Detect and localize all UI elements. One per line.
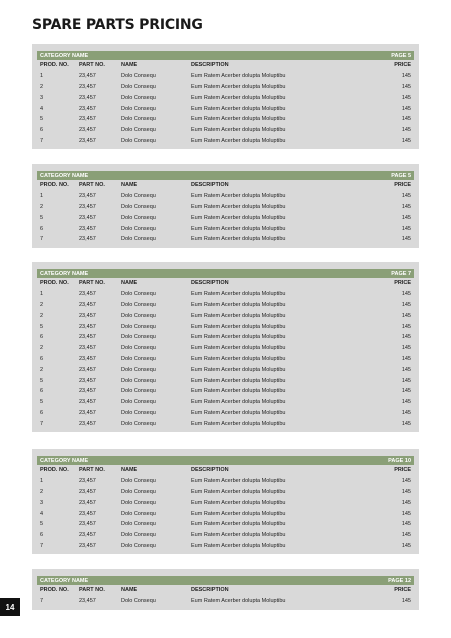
column-header-part-no: PART NO. xyxy=(79,280,105,287)
cell-part-no: 23,457 xyxy=(79,116,96,123)
column-header-price: PRICE xyxy=(394,280,411,287)
cell-part-no: 23,457 xyxy=(79,236,96,243)
cell-part-no: 23,457 xyxy=(79,377,96,384)
cell-name: Dolo Consequ xyxy=(121,203,156,210)
cell-name: Dolo Consequ xyxy=(121,399,156,406)
table-row xyxy=(37,497,414,508)
cell-name: Dolo Consequ xyxy=(121,116,156,123)
cell-description: Eum Ratem Acerber dolupta Moluptibu xyxy=(191,409,286,416)
table-row xyxy=(37,125,414,136)
table-header xyxy=(37,180,414,191)
cell-price: 145 xyxy=(401,598,411,605)
cell-name: Dolo Consequ xyxy=(121,94,156,101)
cell-part-no: 23,457 xyxy=(79,355,96,362)
table-row xyxy=(37,541,414,552)
table-row xyxy=(37,487,414,498)
pricing-section xyxy=(32,569,419,610)
table-header xyxy=(37,60,414,71)
pricing-section xyxy=(32,262,419,432)
category-name: CATEGORY NAME xyxy=(40,577,89,584)
cell-prod-no: 5 xyxy=(40,399,44,406)
cell-price: 145 xyxy=(401,291,411,298)
cell-name: Dolo Consequ xyxy=(121,388,156,395)
cell-prod-no: 1 xyxy=(40,193,44,200)
table-row xyxy=(37,397,414,408)
cell-price: 145 xyxy=(401,355,411,362)
cell-price: 145 xyxy=(401,105,411,112)
table-row xyxy=(37,202,414,213)
cell-price: 145 xyxy=(401,127,411,134)
cell-prod-no: 2 xyxy=(40,301,44,308)
table-row xyxy=(37,234,414,245)
cell-prod-no: 6 xyxy=(40,355,44,362)
category-page: PAGE 5 xyxy=(391,52,411,59)
cell-description: Eum Ratem Acerber dolupta Moluptibu xyxy=(191,377,286,384)
cell-price: 145 xyxy=(401,478,411,485)
cell-prod-no: 7 xyxy=(40,420,44,427)
cell-name: Dolo Consequ xyxy=(121,291,156,298)
cell-name: Dolo Consequ xyxy=(121,532,156,539)
cell-name: Dolo Consequ xyxy=(121,420,156,427)
column-header-price: PRICE xyxy=(394,587,411,594)
cell-name: Dolo Consequ xyxy=(121,137,156,144)
cell-name: Dolo Consequ xyxy=(121,377,156,384)
cell-part-no: 23,457 xyxy=(79,345,96,352)
cell-part-no: 23,457 xyxy=(79,94,96,101)
cell-description: Eum Ratem Acerber dolupta Moluptibu xyxy=(191,193,286,200)
cell-prod-no: 2 xyxy=(40,345,44,352)
cell-part-no: 23,457 xyxy=(79,301,96,308)
cell-prod-no: 6 xyxy=(40,334,44,341)
column-header-description: DESCRIPTION xyxy=(191,467,229,474)
cell-part-no: 23,457 xyxy=(79,334,96,341)
category-name: CATEGORY NAME xyxy=(40,172,89,179)
table-row xyxy=(37,321,414,332)
cell-prod-no: 7 xyxy=(40,137,44,144)
column-header-name: NAME xyxy=(121,280,138,287)
cell-price: 145 xyxy=(401,532,411,539)
cell-part-no: 23,457 xyxy=(79,488,96,495)
cell-description: Eum Ratem Acerber dolupta Moluptibu xyxy=(191,323,286,330)
category-page: PAGE 10 xyxy=(388,457,411,464)
cell-name: Dolo Consequ xyxy=(121,355,156,362)
cell-price: 145 xyxy=(401,366,411,373)
pricing-section xyxy=(32,44,419,149)
cell-prod-no: 6 xyxy=(40,225,44,232)
cell-prod-no: 1 xyxy=(40,291,44,298)
column-header-part-no: PART NO. xyxy=(79,62,105,69)
table-row xyxy=(37,364,414,375)
cell-part-no: 23,457 xyxy=(79,127,96,134)
cell-part-no: 23,457 xyxy=(79,214,96,221)
table-row xyxy=(37,71,414,82)
cell-name: Dolo Consequ xyxy=(121,83,156,90)
cell-part-no: 23,457 xyxy=(79,291,96,298)
cell-name: Dolo Consequ xyxy=(121,478,156,485)
cell-description: Eum Ratem Acerber dolupta Moluptibu xyxy=(191,83,286,90)
cell-prod-no: 7 xyxy=(40,542,44,549)
category-bar xyxy=(37,51,414,60)
table-row xyxy=(37,408,414,419)
cell-name: Dolo Consequ xyxy=(121,499,156,506)
cell-price: 145 xyxy=(401,488,411,495)
table-row xyxy=(37,418,414,429)
cell-description: Eum Ratem Acerber dolupta Moluptibu xyxy=(191,399,286,406)
table-header xyxy=(37,278,414,289)
cell-price: 145 xyxy=(401,542,411,549)
column-header-part-no: PART NO. xyxy=(79,182,105,189)
category-name: CATEGORY NAME xyxy=(40,52,89,59)
cell-description: Eum Ratem Acerber dolupta Moluptibu xyxy=(191,94,286,101)
table-header xyxy=(37,585,414,596)
cell-prod-no: 6 xyxy=(40,127,44,134)
cell-prod-no: 7 xyxy=(40,236,44,243)
table-header xyxy=(37,465,414,476)
cell-part-no: 23,457 xyxy=(79,366,96,373)
cell-price: 145 xyxy=(401,345,411,352)
cell-prod-no: 1 xyxy=(40,73,44,80)
cell-description: Eum Ratem Acerber dolupta Moluptibu xyxy=(191,488,286,495)
cell-prod-no: 4 xyxy=(40,105,44,112)
cell-part-no: 23,457 xyxy=(79,399,96,406)
column-header-prod-no: PROD. NO. xyxy=(40,280,69,287)
cell-part-no: 23,457 xyxy=(79,420,96,427)
cell-part-no: 23,457 xyxy=(79,225,96,232)
cell-price: 145 xyxy=(401,137,411,144)
cell-price: 145 xyxy=(401,203,411,210)
category-bar xyxy=(37,269,414,278)
cell-price: 145 xyxy=(401,323,411,330)
cell-part-no: 23,457 xyxy=(79,542,96,549)
table-row xyxy=(37,212,414,223)
column-header-price: PRICE xyxy=(394,467,411,474)
cell-price: 145 xyxy=(401,94,411,101)
category-bar xyxy=(37,171,414,180)
cell-prod-no: 5 xyxy=(40,214,44,221)
table-row xyxy=(37,300,414,311)
table-row xyxy=(37,191,414,202)
cell-part-no: 23,457 xyxy=(79,73,96,80)
table-row xyxy=(37,530,414,541)
cell-prod-no: 2 xyxy=(40,488,44,495)
column-header-name: NAME xyxy=(121,182,138,189)
pricing-section xyxy=(32,164,419,248)
category-page: PAGE 7 xyxy=(391,270,411,277)
cell-name: Dolo Consequ xyxy=(121,312,156,319)
cell-description: Eum Ratem Acerber dolupta Moluptibu xyxy=(191,366,286,373)
cell-part-no: 23,457 xyxy=(79,105,96,112)
table-row xyxy=(37,332,414,343)
table-row xyxy=(37,519,414,530)
cell-description: Eum Ratem Acerber dolupta Moluptibu xyxy=(191,355,286,362)
cell-prod-no: 5 xyxy=(40,323,44,330)
table-row xyxy=(37,114,414,125)
column-header-price: PRICE xyxy=(394,62,411,69)
cell-description: Eum Ratem Acerber dolupta Moluptibu xyxy=(191,542,286,549)
cell-price: 145 xyxy=(401,420,411,427)
cell-name: Dolo Consequ xyxy=(121,105,156,112)
cell-description: Eum Ratem Acerber dolupta Moluptibu xyxy=(191,236,286,243)
cell-description: Eum Ratem Acerber dolupta Moluptibu xyxy=(191,510,286,517)
cell-prod-no: 3 xyxy=(40,499,44,506)
cell-part-no: 23,457 xyxy=(79,598,96,605)
cell-name: Dolo Consequ xyxy=(121,488,156,495)
cell-prod-no: 2 xyxy=(40,312,44,319)
page-number: 14 xyxy=(0,598,20,616)
cell-part-no: 23,457 xyxy=(79,388,96,395)
cell-part-no: 23,457 xyxy=(79,193,96,200)
cell-prod-no: 2 xyxy=(40,366,44,373)
column-header-name: NAME xyxy=(121,62,138,69)
cell-price: 145 xyxy=(401,312,411,319)
cell-name: Dolo Consequ xyxy=(121,236,156,243)
cell-name: Dolo Consequ xyxy=(121,598,156,605)
cell-price: 145 xyxy=(401,409,411,416)
pricing-section xyxy=(32,449,419,554)
cell-description: Eum Ratem Acerber dolupta Moluptibu xyxy=(191,532,286,539)
cell-part-no: 23,457 xyxy=(79,323,96,330)
cell-description: Eum Ratem Acerber dolupta Moluptibu xyxy=(191,499,286,506)
table-row xyxy=(37,289,414,300)
cell-price: 145 xyxy=(401,388,411,395)
cell-description: Eum Ratem Acerber dolupta Moluptibu xyxy=(191,388,286,395)
cell-description: Eum Ratem Acerber dolupta Moluptibu xyxy=(191,203,286,210)
table-row xyxy=(37,354,414,365)
category-name: CATEGORY NAME xyxy=(40,457,89,464)
cell-prod-no: 6 xyxy=(40,388,44,395)
cell-part-no: 23,457 xyxy=(79,510,96,517)
table-row xyxy=(37,310,414,321)
table-row xyxy=(37,136,414,147)
column-header-name: NAME xyxy=(121,467,138,474)
cell-description: Eum Ratem Acerber dolupta Moluptibu xyxy=(191,334,286,341)
cell-prod-no: 6 xyxy=(40,409,44,416)
cell-description: Eum Ratem Acerber dolupta Moluptibu xyxy=(191,225,286,232)
table-row xyxy=(37,596,414,607)
category-bar xyxy=(37,576,414,585)
cell-part-no: 23,457 xyxy=(79,521,96,528)
table-row xyxy=(37,386,414,397)
cell-part-no: 23,457 xyxy=(79,83,96,90)
cell-name: Dolo Consequ xyxy=(121,409,156,416)
cell-price: 145 xyxy=(401,521,411,528)
cell-price: 145 xyxy=(401,377,411,384)
cell-price: 145 xyxy=(401,193,411,200)
cell-prod-no: 5 xyxy=(40,377,44,384)
cell-description: Eum Ratem Acerber dolupta Moluptibu xyxy=(191,214,286,221)
cell-name: Dolo Consequ xyxy=(121,510,156,517)
cell-price: 145 xyxy=(401,334,411,341)
category-page: PAGE 12 xyxy=(388,577,411,584)
table-row xyxy=(37,82,414,93)
cell-price: 145 xyxy=(401,225,411,232)
column-header-description: DESCRIPTION xyxy=(191,182,229,189)
category-bar xyxy=(37,456,414,465)
column-header-description: DESCRIPTION xyxy=(191,280,229,287)
cell-description: Eum Ratem Acerber dolupta Moluptibu xyxy=(191,73,286,80)
cell-price: 145 xyxy=(401,236,411,243)
column-header-part-no: PART NO. xyxy=(79,467,105,474)
cell-name: Dolo Consequ xyxy=(121,366,156,373)
column-header-prod-no: PROD. NO. xyxy=(40,587,69,594)
cell-part-no: 23,457 xyxy=(79,312,96,319)
cell-prod-no: 5 xyxy=(40,116,44,123)
cell-description: Eum Ratem Acerber dolupta Moluptibu xyxy=(191,291,286,298)
cell-prod-no: 2 xyxy=(40,83,44,90)
cell-price: 145 xyxy=(401,301,411,308)
cell-name: Dolo Consequ xyxy=(121,345,156,352)
cell-description: Eum Ratem Acerber dolupta Moluptibu xyxy=(191,301,286,308)
cell-description: Eum Ratem Acerber dolupta Moluptibu xyxy=(191,478,286,485)
cell-prod-no: 1 xyxy=(40,478,44,485)
cell-name: Dolo Consequ xyxy=(121,73,156,80)
cell-part-no: 23,457 xyxy=(79,532,96,539)
cell-part-no: 23,457 xyxy=(79,499,96,506)
table-row xyxy=(37,223,414,234)
table-row xyxy=(37,343,414,354)
cell-description: Eum Ratem Acerber dolupta Moluptibu xyxy=(191,598,286,605)
cell-description: Eum Ratem Acerber dolupta Moluptibu xyxy=(191,116,286,123)
cell-description: Eum Ratem Acerber dolupta Moluptibu xyxy=(191,420,286,427)
cell-name: Dolo Consequ xyxy=(121,225,156,232)
table-row xyxy=(37,92,414,103)
cell-part-no: 23,457 xyxy=(79,409,96,416)
cell-prod-no: 3 xyxy=(40,94,44,101)
cell-prod-no: 7 xyxy=(40,598,44,605)
cell-prod-no: 6 xyxy=(40,532,44,539)
page-title: SPARE PARTS PRICING xyxy=(32,17,203,33)
cell-name: Dolo Consequ xyxy=(121,521,156,528)
table-row xyxy=(37,508,414,519)
cell-description: Eum Ratem Acerber dolupta Moluptibu xyxy=(191,345,286,352)
category-page: PAGE 5 xyxy=(391,172,411,179)
cell-name: Dolo Consequ xyxy=(121,193,156,200)
cell-name: Dolo Consequ xyxy=(121,214,156,221)
cell-prod-no: 5 xyxy=(40,521,44,528)
cell-name: Dolo Consequ xyxy=(121,542,156,549)
cell-prod-no: 4 xyxy=(40,510,44,517)
cell-name: Dolo Consequ xyxy=(121,323,156,330)
cell-prod-no: 2 xyxy=(40,203,44,210)
column-header-prod-no: PROD. NO. xyxy=(40,62,69,69)
cell-name: Dolo Consequ xyxy=(121,334,156,341)
cell-part-no: 23,457 xyxy=(79,478,96,485)
column-header-prod-no: PROD. NO. xyxy=(40,182,69,189)
cell-price: 145 xyxy=(401,399,411,406)
column-header-description: DESCRIPTION xyxy=(191,62,229,69)
cell-description: Eum Ratem Acerber dolupta Moluptibu xyxy=(191,105,286,112)
column-header-prod-no: PROD. NO. xyxy=(40,467,69,474)
column-header-price: PRICE xyxy=(394,182,411,189)
table-row xyxy=(37,103,414,114)
cell-price: 145 xyxy=(401,499,411,506)
cell-price: 145 xyxy=(401,73,411,80)
cell-description: Eum Ratem Acerber dolupta Moluptibu xyxy=(191,137,286,144)
cell-part-no: 23,457 xyxy=(79,203,96,210)
cell-price: 145 xyxy=(401,83,411,90)
cell-name: Dolo Consequ xyxy=(121,127,156,134)
cell-description: Eum Ratem Acerber dolupta Moluptibu xyxy=(191,312,286,319)
cell-part-no: 23,457 xyxy=(79,137,96,144)
cell-description: Eum Ratem Acerber dolupta Moluptibu xyxy=(191,127,286,134)
column-header-part-no: PART NO. xyxy=(79,587,105,594)
cell-price: 145 xyxy=(401,116,411,123)
table-row xyxy=(37,476,414,487)
cell-name: Dolo Consequ xyxy=(121,301,156,308)
column-header-description: DESCRIPTION xyxy=(191,587,229,594)
table-row xyxy=(37,375,414,386)
cell-price: 145 xyxy=(401,510,411,517)
cell-price: 145 xyxy=(401,214,411,221)
column-header-name: NAME xyxy=(121,587,138,594)
cell-description: Eum Ratem Acerber dolupta Moluptibu xyxy=(191,521,286,528)
category-name: CATEGORY NAME xyxy=(40,270,89,277)
